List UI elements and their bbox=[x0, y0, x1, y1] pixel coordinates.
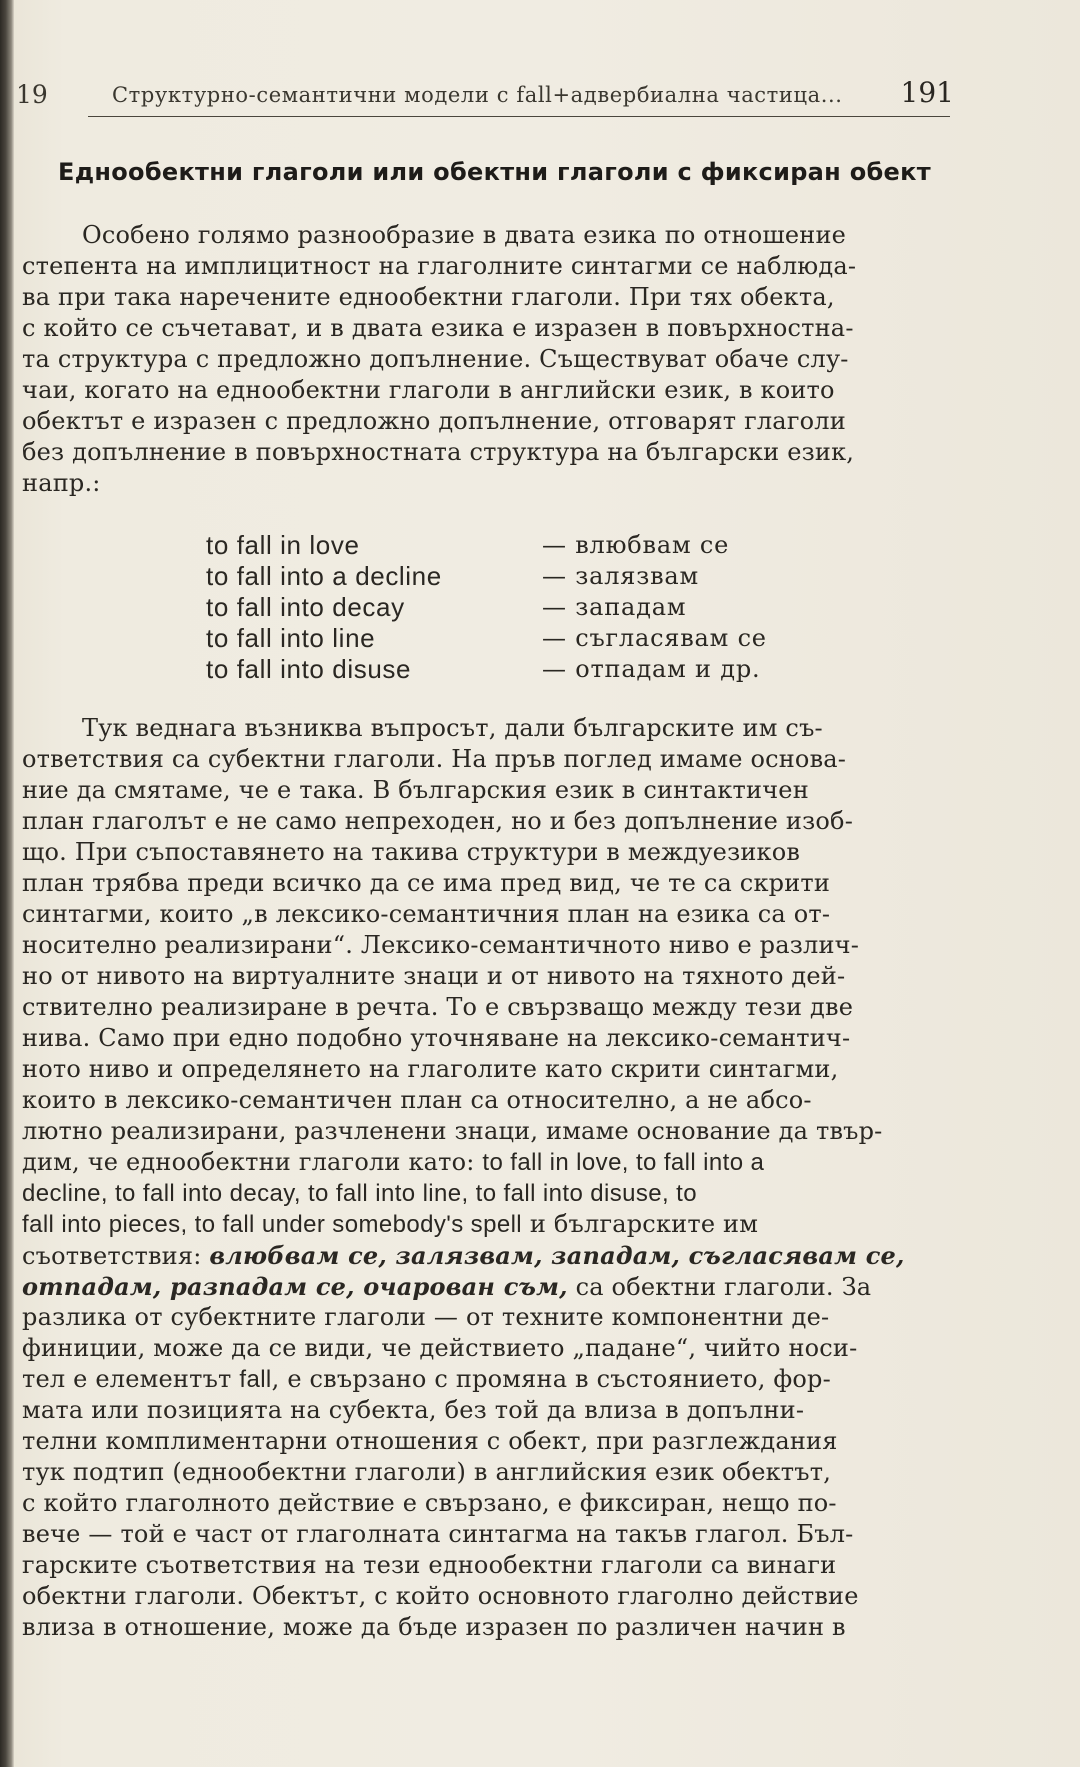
paragraph-line: ното ниво и определянето на глаголите като скрити синтагми, bbox=[22, 1055, 839, 1083]
paragraph-line bbox=[22, 1271, 962, 1302]
example-row bbox=[206, 561, 826, 592]
example-english: to fall in love bbox=[206, 530, 360, 560]
paragraph-line: лютно реализирани, разчленени знаци, имаме основание да твър- bbox=[22, 1117, 883, 1145]
example-row bbox=[206, 623, 826, 654]
italic-bulgarian-verbs: отпадам, разпадам се, очарован съм, bbox=[22, 1272, 568, 1301]
line-text: дим, че еднообектни глаголи като: bbox=[22, 1148, 483, 1176]
example-english: to fall into a decline bbox=[206, 561, 442, 591]
line-text: и българските им bbox=[522, 1210, 759, 1238]
paragraph-line: та структура с предложно допълнение. Съществуват обаче слу- bbox=[22, 345, 849, 373]
paragraph-line: ние да смятаме, че е така. В българския език в синтактичен bbox=[22, 776, 809, 804]
paragraph-line: които в лексико-семантичен план са относително, а не абсо- bbox=[22, 1086, 812, 1114]
paragraph-line: ответствия са субектни глаголи. На пръв поглед имаме основа- bbox=[22, 745, 847, 773]
paragraph-line bbox=[22, 1178, 962, 1209]
paragraph-2 bbox=[22, 713, 962, 1643]
running-head-left-number: 19 bbox=[16, 80, 48, 109]
paragraph-1 bbox=[22, 220, 962, 499]
example-bulgarian: — влюбвам се bbox=[542, 531, 730, 559]
paragraph-line: план глаголът е не само непреходен, но и без допълнение изоб- bbox=[22, 807, 854, 835]
paragraph-line: носително реализирани“. Лексико-семантичното ниво е различ- bbox=[22, 931, 860, 959]
example-bulgarian: — отпадам и др. bbox=[542, 655, 761, 683]
page-number: 191 bbox=[900, 76, 954, 109]
example-english: to fall into disuse bbox=[206, 654, 412, 684]
paragraph-line: ствително реализиране в речта. То е свързващо между тези две bbox=[22, 993, 854, 1021]
example-bulgarian: — съгласявам се bbox=[542, 624, 767, 652]
paragraph-line: разлика от субектните глаголи — от техните компонентни де- bbox=[22, 1303, 830, 1331]
paragraph-line: Тук веднага възниква въпросът, дали българските им съ- bbox=[82, 714, 823, 742]
paragraph-line bbox=[22, 1240, 962, 1271]
paragraph-line: план трябва преди всичко да се има пред вид, че те са скрити bbox=[22, 869, 831, 897]
paragraph-line: мата или позицията на субекта, без той да влиза в допълни- bbox=[22, 1396, 805, 1424]
example-row bbox=[206, 530, 826, 561]
line-text: , е свързано с промяна в състоянието, фор- bbox=[271, 1365, 831, 1393]
running-head-title: Структурно-семантични модели с fall+адвербиална частица... bbox=[112, 83, 843, 107]
paragraph-line bbox=[22, 1209, 962, 1240]
example-list bbox=[206, 530, 826, 685]
example-bulgarian: — залязвам bbox=[542, 562, 699, 590]
example-english: to fall into line bbox=[206, 623, 376, 653]
paragraph-line: финиции, може да се види, че действието „падане“, чийто носи- bbox=[22, 1334, 858, 1362]
italic-bulgarian-verbs: влюбвам се, залязвам, западам, съгласявам се, bbox=[209, 1241, 905, 1270]
paragraph-line: но от нивото на виртуалните знаци и от нивото на тяхното дей- bbox=[22, 962, 846, 990]
paragraph-line: обектни глаголи. Обектът, с който основното глаголно действие bbox=[22, 1582, 859, 1610]
section-heading: Еднообектни глаголи или обектни глаголи с фиксиран обект bbox=[58, 158, 931, 186]
line-text: тел е елементът bbox=[22, 1365, 240, 1393]
paragraph-line bbox=[22, 1364, 962, 1395]
paragraph-line: гарските съответствия на тези еднообектни глаголи са винаги bbox=[22, 1551, 837, 1579]
english-examples-inline: decline, to fall into decay, to fall into line, to fall into disuse, to bbox=[22, 1180, 697, 1207]
paragraph-line: ва при така наречените еднообектни глаголи. При тях обекта, bbox=[22, 283, 835, 311]
english-examples-inline: fall into pieces, to fall under somebody's spell bbox=[22, 1211, 523, 1238]
english-examples-inline: to fall in love, to fall into a bbox=[482, 1149, 765, 1176]
paragraph-line: чаи, когато на еднообектни глаголи в английски език, в които bbox=[22, 376, 835, 404]
paragraph-line: вече — той е част от глаголната синтагма на такъв глагол. Бъл- bbox=[22, 1520, 854, 1548]
paragraph-line: влиза в отношение, може да бъде изразен по различен начин в bbox=[22, 1613, 846, 1641]
paragraph-line: що. При съпоставянето на такива структури в междуезиков bbox=[22, 838, 801, 866]
paragraph-line: нива. Само при едно подобно уточняване на лексико-семантич- bbox=[22, 1024, 851, 1052]
paragraph-line: с който се съчетават, и в двата езика е изразен в повърхностна- bbox=[22, 314, 854, 342]
example-row bbox=[206, 654, 826, 685]
paragraph-line: синтагми, които „в лексико-семантичния план на езика са от- bbox=[22, 900, 831, 928]
paragraph-line: с който глаголното действие е свързано, е фиксиран, нещо по- bbox=[22, 1489, 837, 1517]
paragraph-line: без допълнение в повърхностната структура на български език, bbox=[22, 438, 855, 466]
paragraph-line bbox=[22, 1147, 962, 1178]
example-row bbox=[206, 592, 826, 623]
paragraph-line: обектът е изразен с предложно допълнение, отговарят глаголи bbox=[22, 407, 846, 435]
header-rule bbox=[88, 116, 950, 117]
paragraph-line: телни комплиментарни отношения с обект, при разглеждания bbox=[22, 1427, 838, 1455]
running-head bbox=[14, 74, 954, 110]
example-english: to fall into decay bbox=[206, 592, 405, 622]
example-bulgarian: — западам bbox=[542, 593, 687, 621]
line-text: съответствия: bbox=[22, 1242, 210, 1270]
english-word-inline: fall bbox=[239, 1366, 272, 1393]
binding-edge bbox=[0, 0, 14, 1767]
line-text: са обектни глаголи. За bbox=[567, 1273, 872, 1301]
paragraph-line: степента на имплицитност на глаголните синтагми се наблюда- bbox=[22, 252, 857, 280]
paragraph-line: Особено голямо разнообразие в двата езика по отношение bbox=[82, 221, 847, 249]
paragraph-line: тук подтип (еднообектни глаголи) в английския език обектът, bbox=[22, 1458, 832, 1486]
paragraph-line: напр.: bbox=[22, 469, 101, 497]
